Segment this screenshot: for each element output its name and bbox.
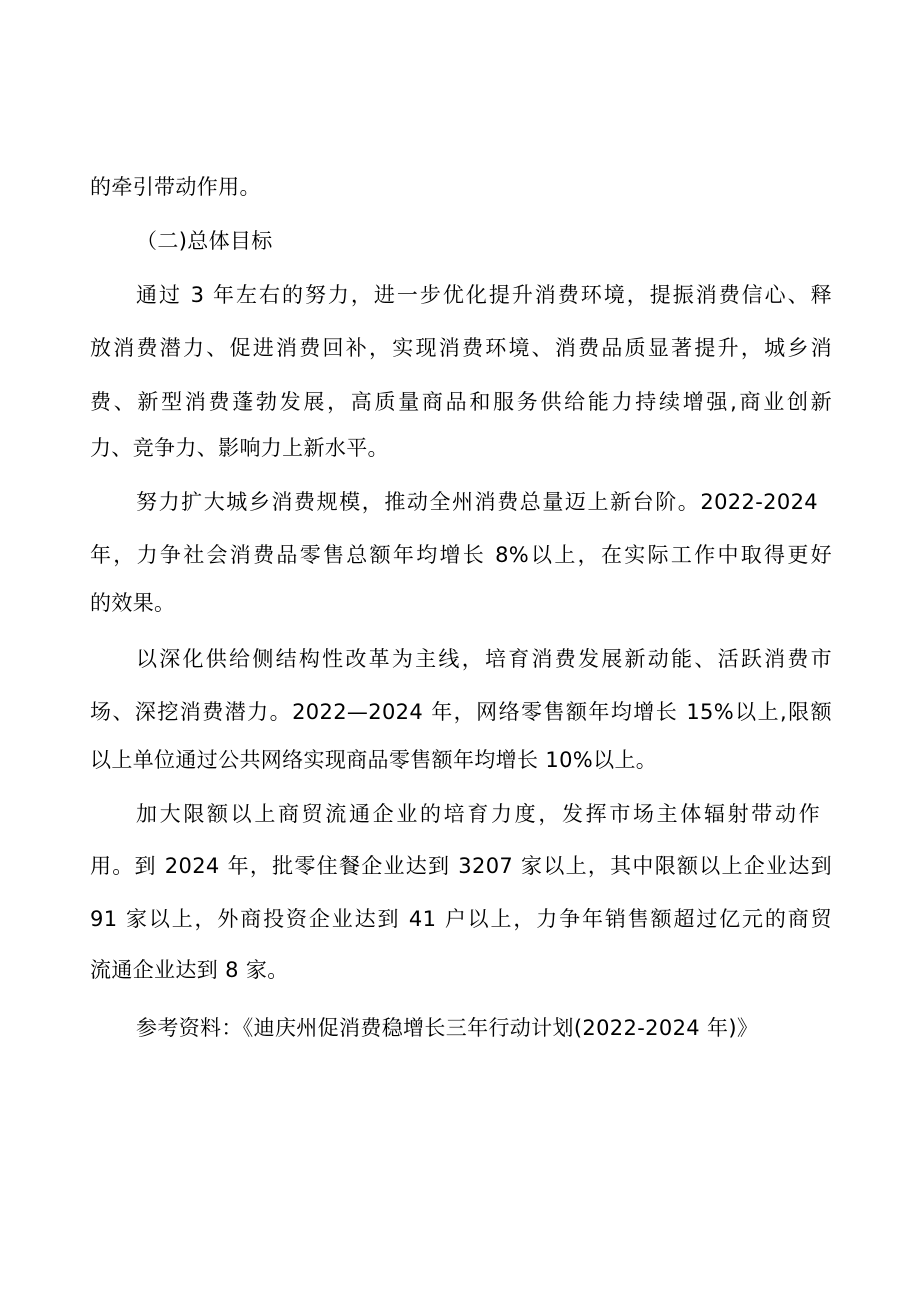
- reference-note: 参考资料：《迪庆州促消费稳增长三年行动计划(2022-2024 年)》: [136, 1016, 759, 1040]
- paragraph-line: 放消费潜力、促进消费回补，实现消费环境、消费品质显著提升，城乡消: [90, 336, 832, 360]
- paragraph-line: 年，力争社会消费品零售总额年均增长 8%以上，在实际工作中取得更好: [90, 543, 832, 567]
- paragraph-line: 流通企业达到 8 家。: [90, 958, 289, 982]
- continuation-text: 的牵引带动作用。: [90, 175, 261, 199]
- paragraph-line: 以上单位通过公共网络实现商品零售额年均增长 10%以上。: [90, 748, 658, 772]
- paragraph-line: 的效果。: [90, 591, 176, 615]
- paragraph-line: 以深化供给侧结构性改革为主线，培育消费发展新动能、活跃消费市: [136, 647, 832, 671]
- paragraph-line: 费、新型消费蓬勃发展，高质量商品和服务供给能力持续增强,商业创新: [90, 390, 832, 414]
- paragraph-line: 努力扩大城乡消费规模，推动全州消费总量迈上新台阶。2022-2024: [136, 490, 818, 514]
- paragraph-line: 用。到 2024 年，批零住餐企业达到 3207 家以上，其中限额以上企业达到: [90, 854, 832, 878]
- section-heading: （二)总体目标: [136, 229, 273, 253]
- paragraph-line: 91 家以上，外商投资企业达到 41 户以上，力争年销售额超过亿元的商贸: [90, 907, 832, 931]
- paragraph-line: 场、深挖消费潜力。2022—2024 年，网络零售额年均增长 15%以上,限额: [90, 700, 832, 724]
- paragraph-line: 力、竞争力、影响力上新水平。: [90, 436, 389, 460]
- paragraph-line: 通过 3 年左右的努力，进一步优化提升消费环境，提振消费信心、释: [136, 283, 832, 307]
- paragraph-line: 加大限额以上商贸流通企业的培育力度，发挥市场主体辐射带动作: [136, 802, 820, 826]
